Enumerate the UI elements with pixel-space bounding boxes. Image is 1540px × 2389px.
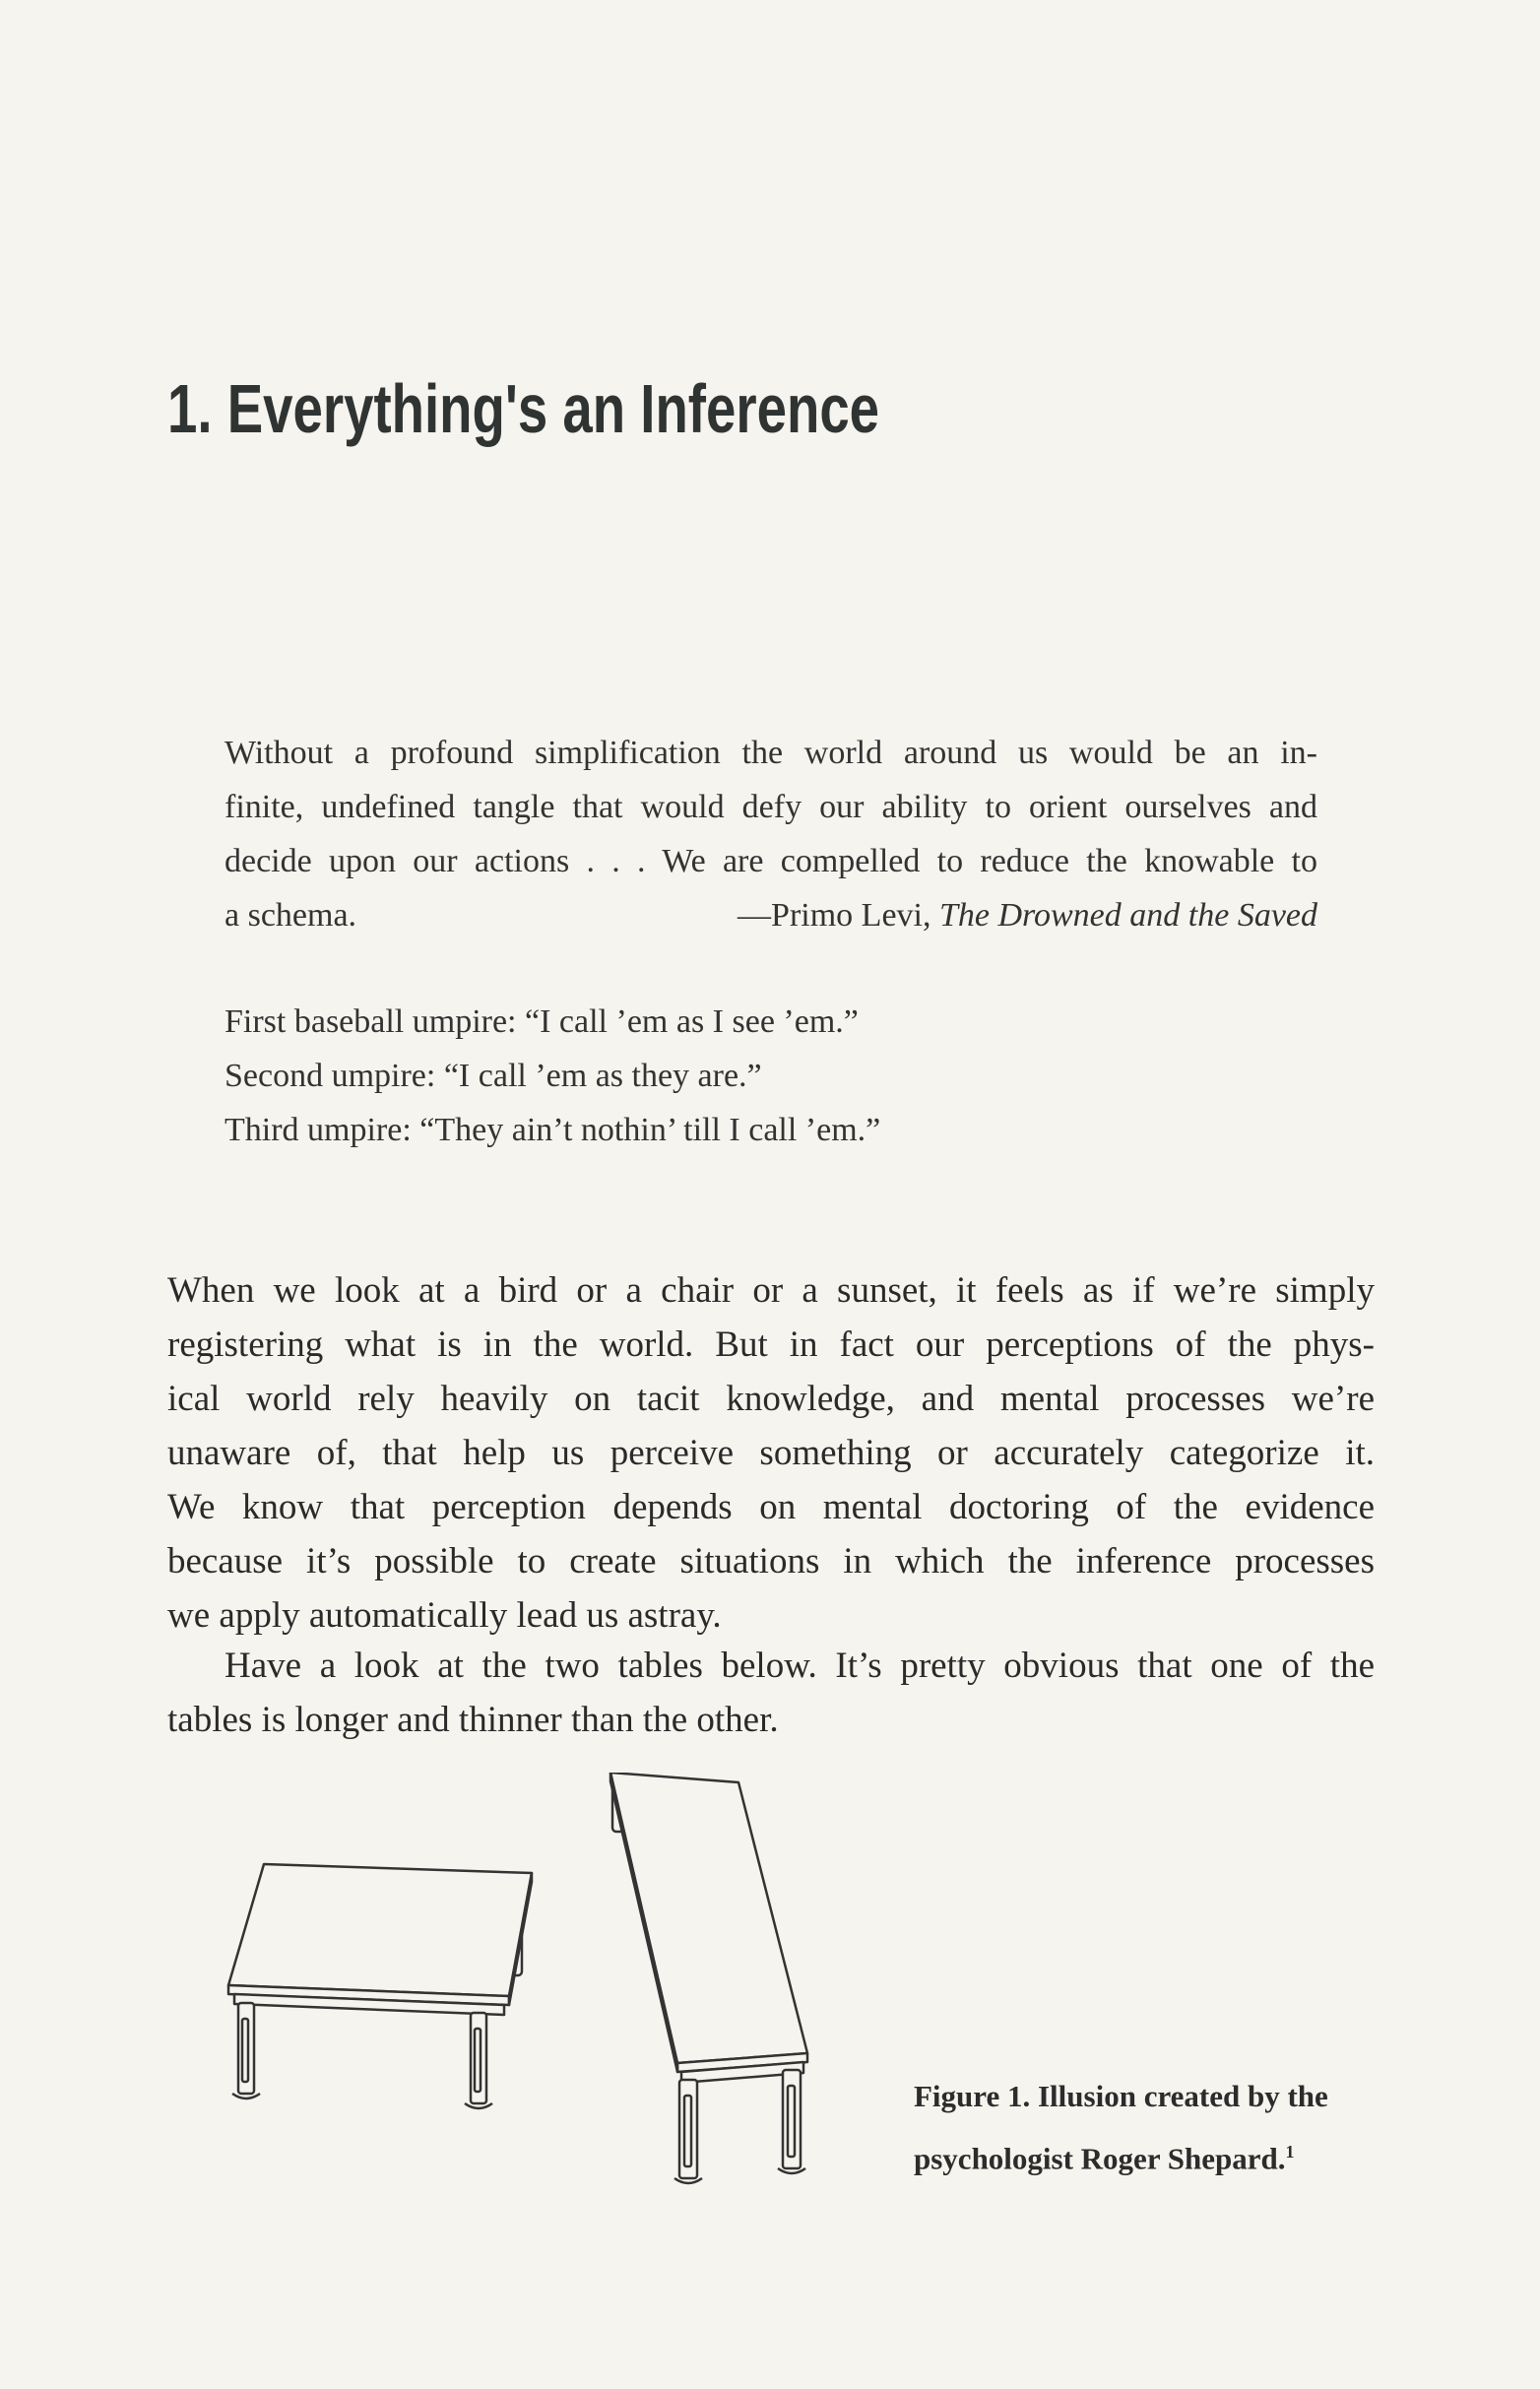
epigraph-line: First baseball umpire: “I call ’em as I see ’em.” xyxy=(225,1003,859,1040)
epigraph-line: Second umpire: “I call ’em as they are.” xyxy=(225,1058,762,1094)
epigraph-umpires xyxy=(225,995,1317,1157)
paragraph-line: When we look at a bird or a chair or a sunset, it feels as if we’re simply xyxy=(167,1270,1375,1311)
epigraph-line: decide upon our actions . . . We are compelled to reduce the knowable to xyxy=(225,843,1317,879)
epigraph-line: Third umpire: “They ain’t nothin’ till I call ’em.” xyxy=(225,1112,881,1148)
caption-line-2 xyxy=(914,2124,1386,2186)
paragraph-line: Have a look at the two tables below. It’s pretty obvious that one of the xyxy=(225,1646,1375,1686)
attribution-work-title: The Drowned and the Saved xyxy=(938,897,1317,934)
paragraph-line: tables is longer and thinner than the other. xyxy=(167,1700,779,1740)
long-table-drawing xyxy=(610,1773,807,2183)
epigraph-line-start: a schema. xyxy=(225,897,357,934)
paragraph-line: because it’s possible to create situations in which the inference processes xyxy=(167,1541,1375,1582)
attribution-author: —Primo Levi, xyxy=(738,897,939,934)
paragraph-line: ical world rely heavily on tacit knowledge, and mental processes we’re xyxy=(167,1379,1375,1419)
body-paragraph-1 xyxy=(167,1263,1375,1643)
epigraph-line: Without a profound simplification the world around us would be an in- xyxy=(225,735,1317,771)
wide-table-drawing xyxy=(228,1864,532,2108)
paragraph-line: we apply automatically lead us astray. xyxy=(167,1595,722,1636)
paragraph-line: registering what is in the world. But in fact our perceptions of the phys- xyxy=(167,1324,1375,1365)
shepard-tables-illustration xyxy=(217,1773,847,2186)
paragraph-line: unaware of, that help us perceive something or accurately categorize it. xyxy=(167,1433,1375,1473)
figure-caption xyxy=(914,2068,1386,2186)
caption-line: Figure 1. Illusion created by the xyxy=(914,2079,1328,2113)
epigraph-line: finite, undefined tangle that would defy our ability to orient ourselves and xyxy=(225,789,1317,825)
footnote-marker[interactable]: 1 xyxy=(1285,2142,1295,2162)
epigraph-last-line xyxy=(225,888,1317,942)
chapter-title: 1. Everything's an Inference xyxy=(167,370,880,447)
paragraph-line: We know that perception depends on mental doctoring of the evidence xyxy=(167,1487,1375,1527)
caption-text: psychologist Roger Shepard. xyxy=(914,2141,1286,2176)
epigraph-primo-levi xyxy=(225,726,1317,942)
epigraph-attribution xyxy=(738,888,1317,942)
body-paragraph-2 xyxy=(167,1639,1375,1747)
